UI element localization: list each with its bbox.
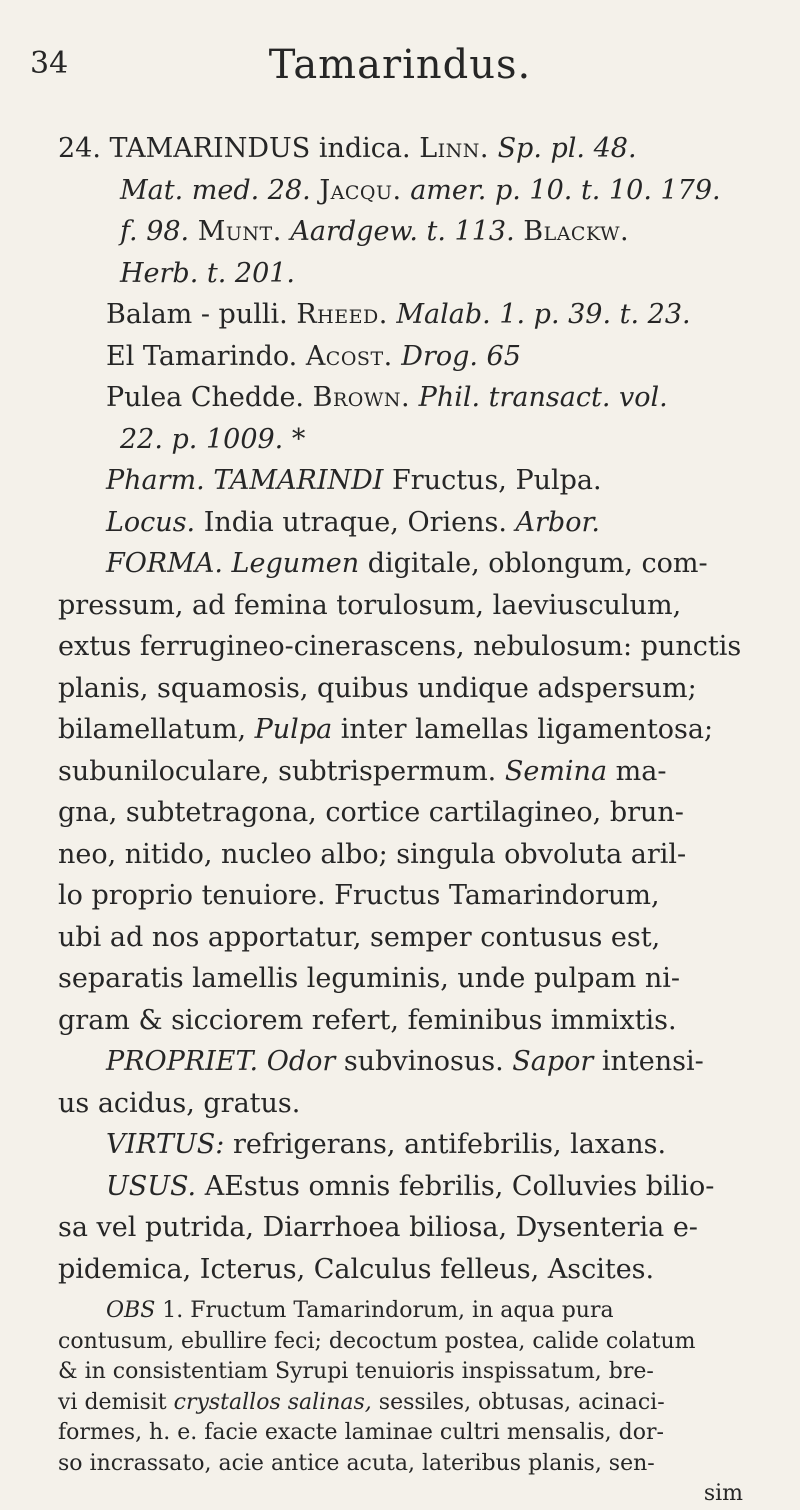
ref-line <box>58 253 773 295</box>
ref-work: Malab. <box>396 299 491 330</box>
virtus-value: refrigerans, antifebrilis, laxans. <box>232 1129 667 1160</box>
pharm-line <box>58 460 773 502</box>
ref-work: 1. p. 39. t. 23. <box>499 299 691 330</box>
ref-author: Jacqu. <box>319 174 402 206</box>
ref-work: Sp. pl. 48. <box>497 133 637 164</box>
forma-line <box>58 709 773 751</box>
obs-text: & in consistentiam Syrupi tenuioris inspissatum, bre- <box>58 1359 654 1384</box>
virtus-line <box>58 1124 773 1166</box>
entry-label: 24. <box>58 133 101 164</box>
usus-text: AEstus omnis febrilis, Colluvies bilio- <box>204 1170 715 1202</box>
ref-work: Aardgew. <box>290 216 418 247</box>
vernacular-name: El Tamarindo. <box>106 340 298 372</box>
ref-line <box>58 294 773 336</box>
usus-line <box>58 1166 773 1208</box>
ref-work: Phil. transact. vol. <box>418 382 668 413</box>
obs-text: formes, h. e. facie exacte laminae cultri mensalis, dor- <box>58 1420 664 1445</box>
forma-line <box>58 543 773 585</box>
obs-text: so incrassato, acie antice acuta, lateribus planis, sen- <box>58 1450 655 1476</box>
running-title: Tamarindus. <box>268 42 532 88</box>
ref-work: amer. p. 10. t. 10. 179. <box>410 174 721 206</box>
forma-text: bilamellatum, <box>58 714 247 745</box>
propriet-text: us acidus, gratus. <box>58 1087 301 1119</box>
ref-author: Blackw. <box>523 216 630 247</box>
ref-author: Linn. <box>419 133 489 164</box>
semina-label: Semina <box>504 755 608 787</box>
obs-text: vi demisit <box>58 1389 167 1415</box>
forma-text: pressum, ad femina torulosum, laeviusculum, <box>58 589 682 621</box>
catchword: sim <box>703 1481 743 1506</box>
forma-text: extus ferrugineo-cinerascens, nebulosum: punctis <box>58 631 742 662</box>
pharm-rest: Fructus, Pulpa. <box>392 465 602 496</box>
ref-line <box>58 170 773 212</box>
locus-line <box>58 502 773 544</box>
ref-author: Rheed. <box>296 299 388 330</box>
ref-work: 22. p. 1009. * <box>120 423 306 455</box>
ref-line <box>58 211 773 253</box>
ref-work: Drog. 65 <box>401 340 521 372</box>
ref-work: t. 113. <box>426 216 515 247</box>
forma-label: FORMA. <box>106 548 223 579</box>
usus-label: USUS. <box>106 1170 197 1202</box>
virtus-label: VIRTUS: <box>106 1129 225 1160</box>
ref-work: Herb. t. 201. <box>120 257 296 289</box>
forma-text: inter lamellas ligamentosa; <box>340 714 714 745</box>
ref-author: Acost. <box>305 340 393 372</box>
ref-work: f. 98. <box>120 216 190 247</box>
forma-text: planis, squamosis, quibus undique adspersum; <box>58 672 697 704</box>
ref-author: Brown. <box>312 382 411 413</box>
usus-text: pidemica, Icterus, Calculus felleus, Ascites. <box>58 1253 655 1285</box>
obs-line <box>58 1388 773 1419</box>
species-name: TAMARINDUS <box>109 133 311 164</box>
propriet-line <box>58 1041 773 1083</box>
sapor-label: Sapor <box>512 1046 594 1077</box>
ref-author: Munt. <box>197 216 282 247</box>
forma-text: lo proprio tenuiore. Fructus Tamarindorum, <box>58 880 660 911</box>
pharm-label: Pharm. <box>106 465 205 496</box>
observation-block <box>58 1296 773 1510</box>
odor-label: Odor <box>266 1046 336 1077</box>
main-text <box>58 128 773 1510</box>
forma-text: gna, subtetragona, cortice cartilagineo, brun- <box>58 797 684 828</box>
forma-text: gram & sicciorem refert, feminibus immixtis. <box>58 1004 677 1036</box>
locus-label: Locus. <box>106 506 196 538</box>
legumen-label: Legumen <box>231 548 360 579</box>
ref-line <box>58 336 773 378</box>
odor-value: subvinosus. <box>343 1046 504 1077</box>
pharm-value: TAMARINDI <box>213 465 384 496</box>
forma-text: ma- <box>615 755 667 787</box>
locus-value: India utraque, Oriens. <box>203 506 507 538</box>
forma-text: subuniloculare, subtrispermum. <box>58 755 497 787</box>
forma-text: digitale, oblongum, com- <box>367 548 708 579</box>
obs-text: 1. Fructum Tamarindorum, in aqua pura <box>162 1298 614 1323</box>
page-number: 34 <box>30 46 69 81</box>
obs-line <box>58 1296 773 1327</box>
forma-text: separatis lamellis leguminis, unde pulpam ni- <box>58 963 681 994</box>
pulpa-label: Pulpa <box>254 714 333 745</box>
ref-work: Mat. med. 28. <box>120 174 311 206</box>
page-header <box>30 42 770 92</box>
forma-text: ubi ad nos apportatur, semper contusus est, <box>58 921 661 953</box>
entry-line <box>58 128 773 170</box>
vernacular-name: Pulea Chedde. <box>106 382 305 413</box>
obs-label: OBS <box>106 1298 156 1323</box>
obs-text: contusum, ebullire feci; decoctum postea, calide colatum <box>58 1328 696 1354</box>
forma-text: neo, nitido, nucleo albo; singula obvoluta aril- <box>58 838 687 870</box>
species-epithet: indica. <box>318 133 411 164</box>
usus-text: sa vel putrida, Diarrhoea biliosa, Dysenteria e- <box>58 1212 698 1243</box>
sapor-value: intensi- <box>601 1046 704 1077</box>
ref-line <box>58 377 773 419</box>
arbor-label: Arbor. <box>515 506 600 538</box>
propriet-label: PROPRIET. <box>106 1046 259 1077</box>
obs-text: sessiles, obtusas, acinaci- <box>378 1389 665 1415</box>
crystallos-term: crystallos salinas, <box>173 1389 372 1415</box>
ref-line <box>58 419 773 461</box>
vernacular-name: Balam - pulli. <box>106 299 288 330</box>
forma-line <box>58 751 773 793</box>
